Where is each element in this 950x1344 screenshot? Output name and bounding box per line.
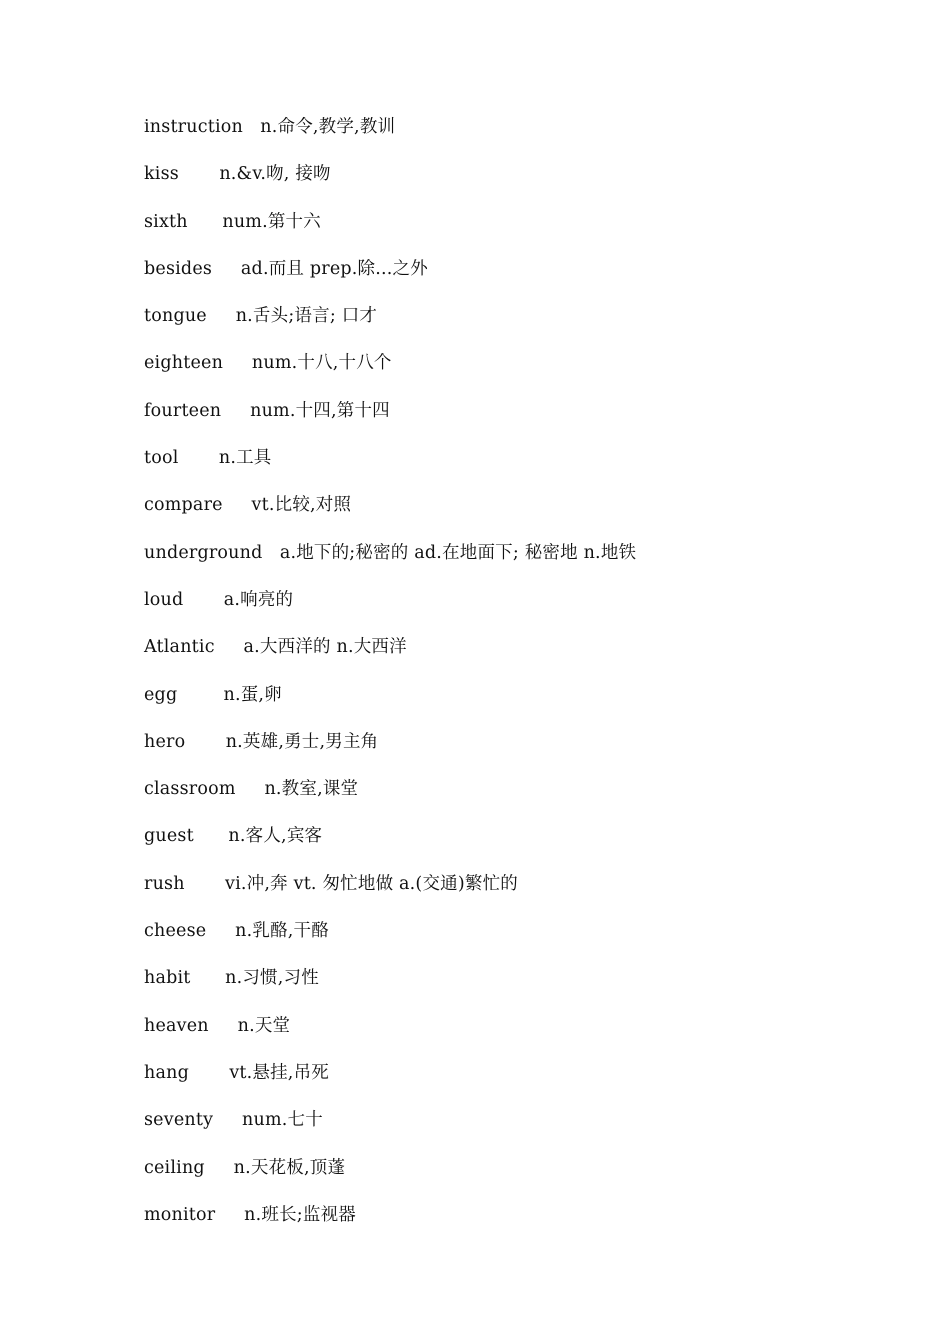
vocab-definition: n.班长;监视器 (244, 1204, 357, 1225)
vocab-definition: a.响亮的 (223, 589, 294, 610)
vocab-definition: n.天堂 (237, 1015, 291, 1036)
vocab-word: rush (144, 873, 185, 894)
vocab-spacing (209, 1016, 238, 1036)
vocab-entry (144, 394, 864, 441)
vocab-word: ceiling (144, 1157, 205, 1178)
vocab-word: besides (144, 258, 213, 279)
vocab-definition: n.客人,宾客 (228, 826, 323, 847)
vocab-spacing (207, 306, 236, 326)
vocab-entry (144, 441, 864, 488)
vocab-word: heaven (144, 1015, 209, 1036)
vocab-definition: vt.比较,对照 (251, 495, 352, 516)
vocab-definition: n.工具 (218, 448, 272, 469)
vocabulary-list (144, 110, 864, 1245)
vocab-entry (144, 772, 864, 819)
vocab-entry (144, 678, 864, 725)
vocab-spacing (213, 1110, 242, 1130)
vocab-word: classroom (144, 779, 236, 800)
vocab-definition: n.教室,课堂 (264, 779, 359, 800)
vocab-word: habit (144, 968, 191, 989)
vocab-word: seventy (144, 1110, 214, 1131)
vocab-entry (144, 488, 864, 535)
vocab-entry (144, 205, 864, 252)
vocab-definition: vt.悬挂,吊死 (229, 1062, 329, 1083)
vocab-spacing (236, 779, 265, 799)
vocab-entry (144, 157, 864, 204)
vocab-spacing (194, 826, 229, 846)
vocab-entry (144, 583, 864, 630)
vocab-definition: n.天花板,顶蓬 (233, 1157, 346, 1178)
vocab-spacing (189, 1063, 229, 1083)
vocab-entry (144, 1009, 864, 1056)
vocab-definition: num.七十 (242, 1110, 323, 1131)
vocab-spacing (263, 543, 280, 563)
vocab-definition: n.英雄,勇士,男主角 (225, 731, 379, 752)
vocab-spacing (215, 637, 244, 657)
vocab-word: compare (144, 495, 223, 516)
vocab-word: loud (144, 589, 184, 610)
vocab-definition: n.命令,教学,教训 (260, 117, 396, 137)
vocab-word: fourteen (144, 400, 222, 421)
vocab-word: tool (144, 448, 179, 469)
vocab-entry (144, 819, 864, 866)
vocab-entry (144, 346, 864, 393)
vocab-definition: vi.冲,奔 vt. 匆忙地做 a.(交通)繁忙的 (225, 873, 518, 894)
vocab-entry (144, 1151, 864, 1198)
vocab-entry (144, 1056, 864, 1103)
vocab-spacing (206, 921, 235, 941)
vocab-entry (144, 1198, 864, 1245)
vocab-word: egg (144, 684, 178, 705)
vocab-entry (144, 630, 864, 677)
vocab-spacing (191, 968, 226, 988)
vocab-entry (144, 961, 864, 1008)
vocab-spacing (223, 495, 252, 515)
vocab-definition: num.第十六 (222, 211, 321, 232)
vocab-spacing (177, 685, 223, 705)
vocab-spacing (221, 401, 250, 421)
vocab-word: sixth (144, 211, 188, 232)
vocab-word: instruction (144, 117, 243, 137)
vocab-spacing (188, 212, 223, 232)
vocab-entry (144, 536, 864, 583)
vocab-word: kiss (144, 164, 179, 185)
vocab-spacing (179, 164, 219, 184)
vocab-word: Atlantic (144, 637, 215, 658)
vocab-entry (144, 867, 864, 914)
vocab-word: monitor (144, 1204, 216, 1225)
vocab-spacing (185, 732, 225, 752)
vocab-word: guest (144, 826, 194, 847)
vocab-definition: n.舌头;语言; 口才 (235, 306, 378, 327)
vocab-definition: a.地下的;秘密的 ad.在地面下; 秘密地 n.地铁 (279, 542, 637, 563)
vocab-definition: n.乳酪,干酪 (235, 921, 329, 942)
vocab-spacing (183, 590, 223, 610)
vocab-entry (144, 110, 864, 157)
vocab-entry (144, 1103, 864, 1150)
vocab-spacing (212, 259, 241, 279)
vocab-definition: n.蛋,卵 (223, 684, 282, 705)
vocab-definition: n.习惯,习性 (225, 968, 319, 989)
vocab-spacing (179, 448, 219, 468)
vocab-entry (144, 725, 864, 772)
vocab-spacing (215, 1205, 244, 1225)
vocab-spacing (223, 353, 252, 373)
vocab-spacing (205, 1158, 234, 1178)
vocab-definition: num.十八,十八个 (251, 353, 392, 374)
vocab-definition: n.&v.吻, 接吻 (219, 164, 331, 185)
vocab-word: hang (144, 1062, 189, 1083)
vocab-definition: ad.而且 prep.除...之外 (240, 258, 428, 279)
vocab-spacing (185, 874, 225, 894)
vocab-entry (144, 252, 864, 299)
vocab-word: cheese (144, 921, 207, 942)
vocab-word: eighteen (144, 353, 224, 374)
vocab-word: tongue (144, 306, 207, 327)
vocab-definition: a.大西洋的 n.大西洋 (243, 637, 407, 658)
vocab-entry (144, 914, 864, 961)
vocab-spacing (243, 117, 260, 137)
vocab-definition: num.十四,第十四 (250, 400, 390, 421)
vocab-word: hero (144, 731, 186, 752)
vocab-entry (144, 299, 864, 346)
vocab-word: underground (144, 542, 263, 563)
